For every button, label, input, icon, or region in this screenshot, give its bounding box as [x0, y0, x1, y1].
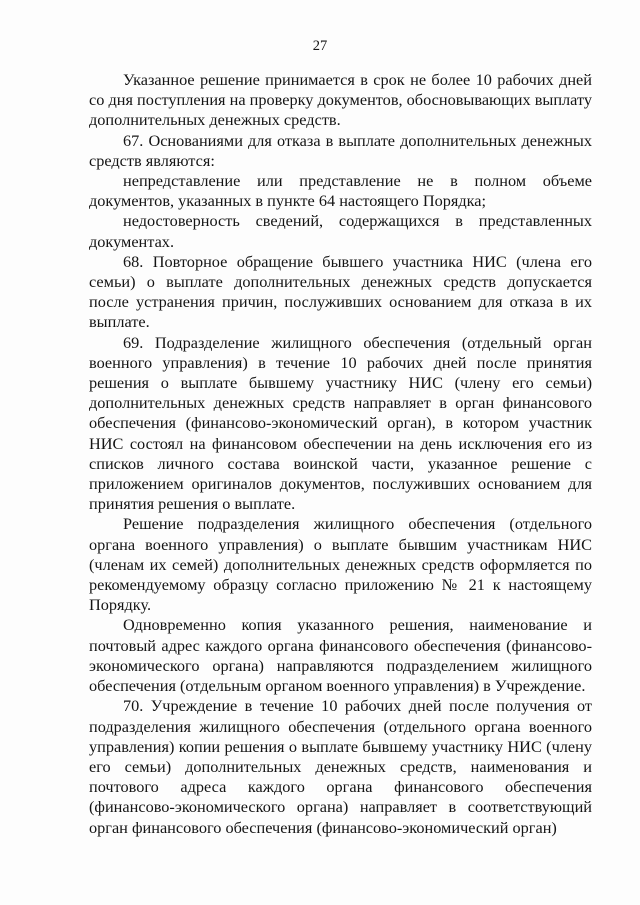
paragraph: Указанное решение принимается в срок не более 10 рабочих дней со дня поступления на проверку документов, обосновывающих выплату дополнительных денежных средств.	[89, 70, 592, 130]
paragraph: 70. Учреждение в течение 10 рабочих дней после получения от подразделения жилищного обеспечения (отдельного органа военного управления) копии решения о выплате бывшему участнику НИС (члену его семьи) дополнительных денежных средств, наименования и почтового адреса каждого органа финансового обеспечения (финансово-экономического органа) направляет в соответствующий орган финансового обеспечения (финансово-экономический орган)	[89, 696, 592, 837]
paragraph: Одновременно копия указанного решения, наименование и почтовый адрес каждого органа финансового обеспечения (финансово-экономического органа) направляются подразделением жилищного обеспечения (отдельным органом военного управления) в Учреждение.	[89, 615, 592, 696]
page-number: 27	[312, 38, 328, 54]
paragraph: непредставление или представление не в полном объеме документов, указанных в пункте 64 настоящего Порядка;	[89, 171, 592, 211]
paragraph: Решение подразделения жилищного обеспечения (отдельного органа военного управления) о выплате бывшим участникам НИС (членам их семей) дополнительных денежных средств оформляется по рекомендуемому образцу согласно приложению № 21 к настоящему Порядку.	[89, 514, 592, 615]
paragraph: 68. Повторное обращение бывшего участника НИС (члена его семьи) о выплате дополнительных денежных средств допускается после устранения причин, послуживших основанием для отказа в их выплате.	[89, 251, 592, 332]
paragraph: 69. Подразделение жилищного обеспечения (отдельный орган военного управления) в течение 10 рабочих дней после принятия решения о выплате бывшему участнику НИС (члену его семьи) дополнительных денежных средств направляет в орган финансового обеспечения (финансово-экономический орган), в котором участник НИС состоял на финансовом обеспечении на день исключения его из списков личного состава воинской части, указанное решение с приложением оригиналов документов, послуживших основанием для принятия решения о выплате.	[89, 332, 592, 514]
paragraph: недостоверность сведений, содержащихся в представленных документах.	[89, 211, 592, 251]
document-body	[89, 70, 592, 838]
paragraph: 67. Основаниями для отказа в выплате дополнительных денежных средств являются:	[89, 130, 592, 170]
